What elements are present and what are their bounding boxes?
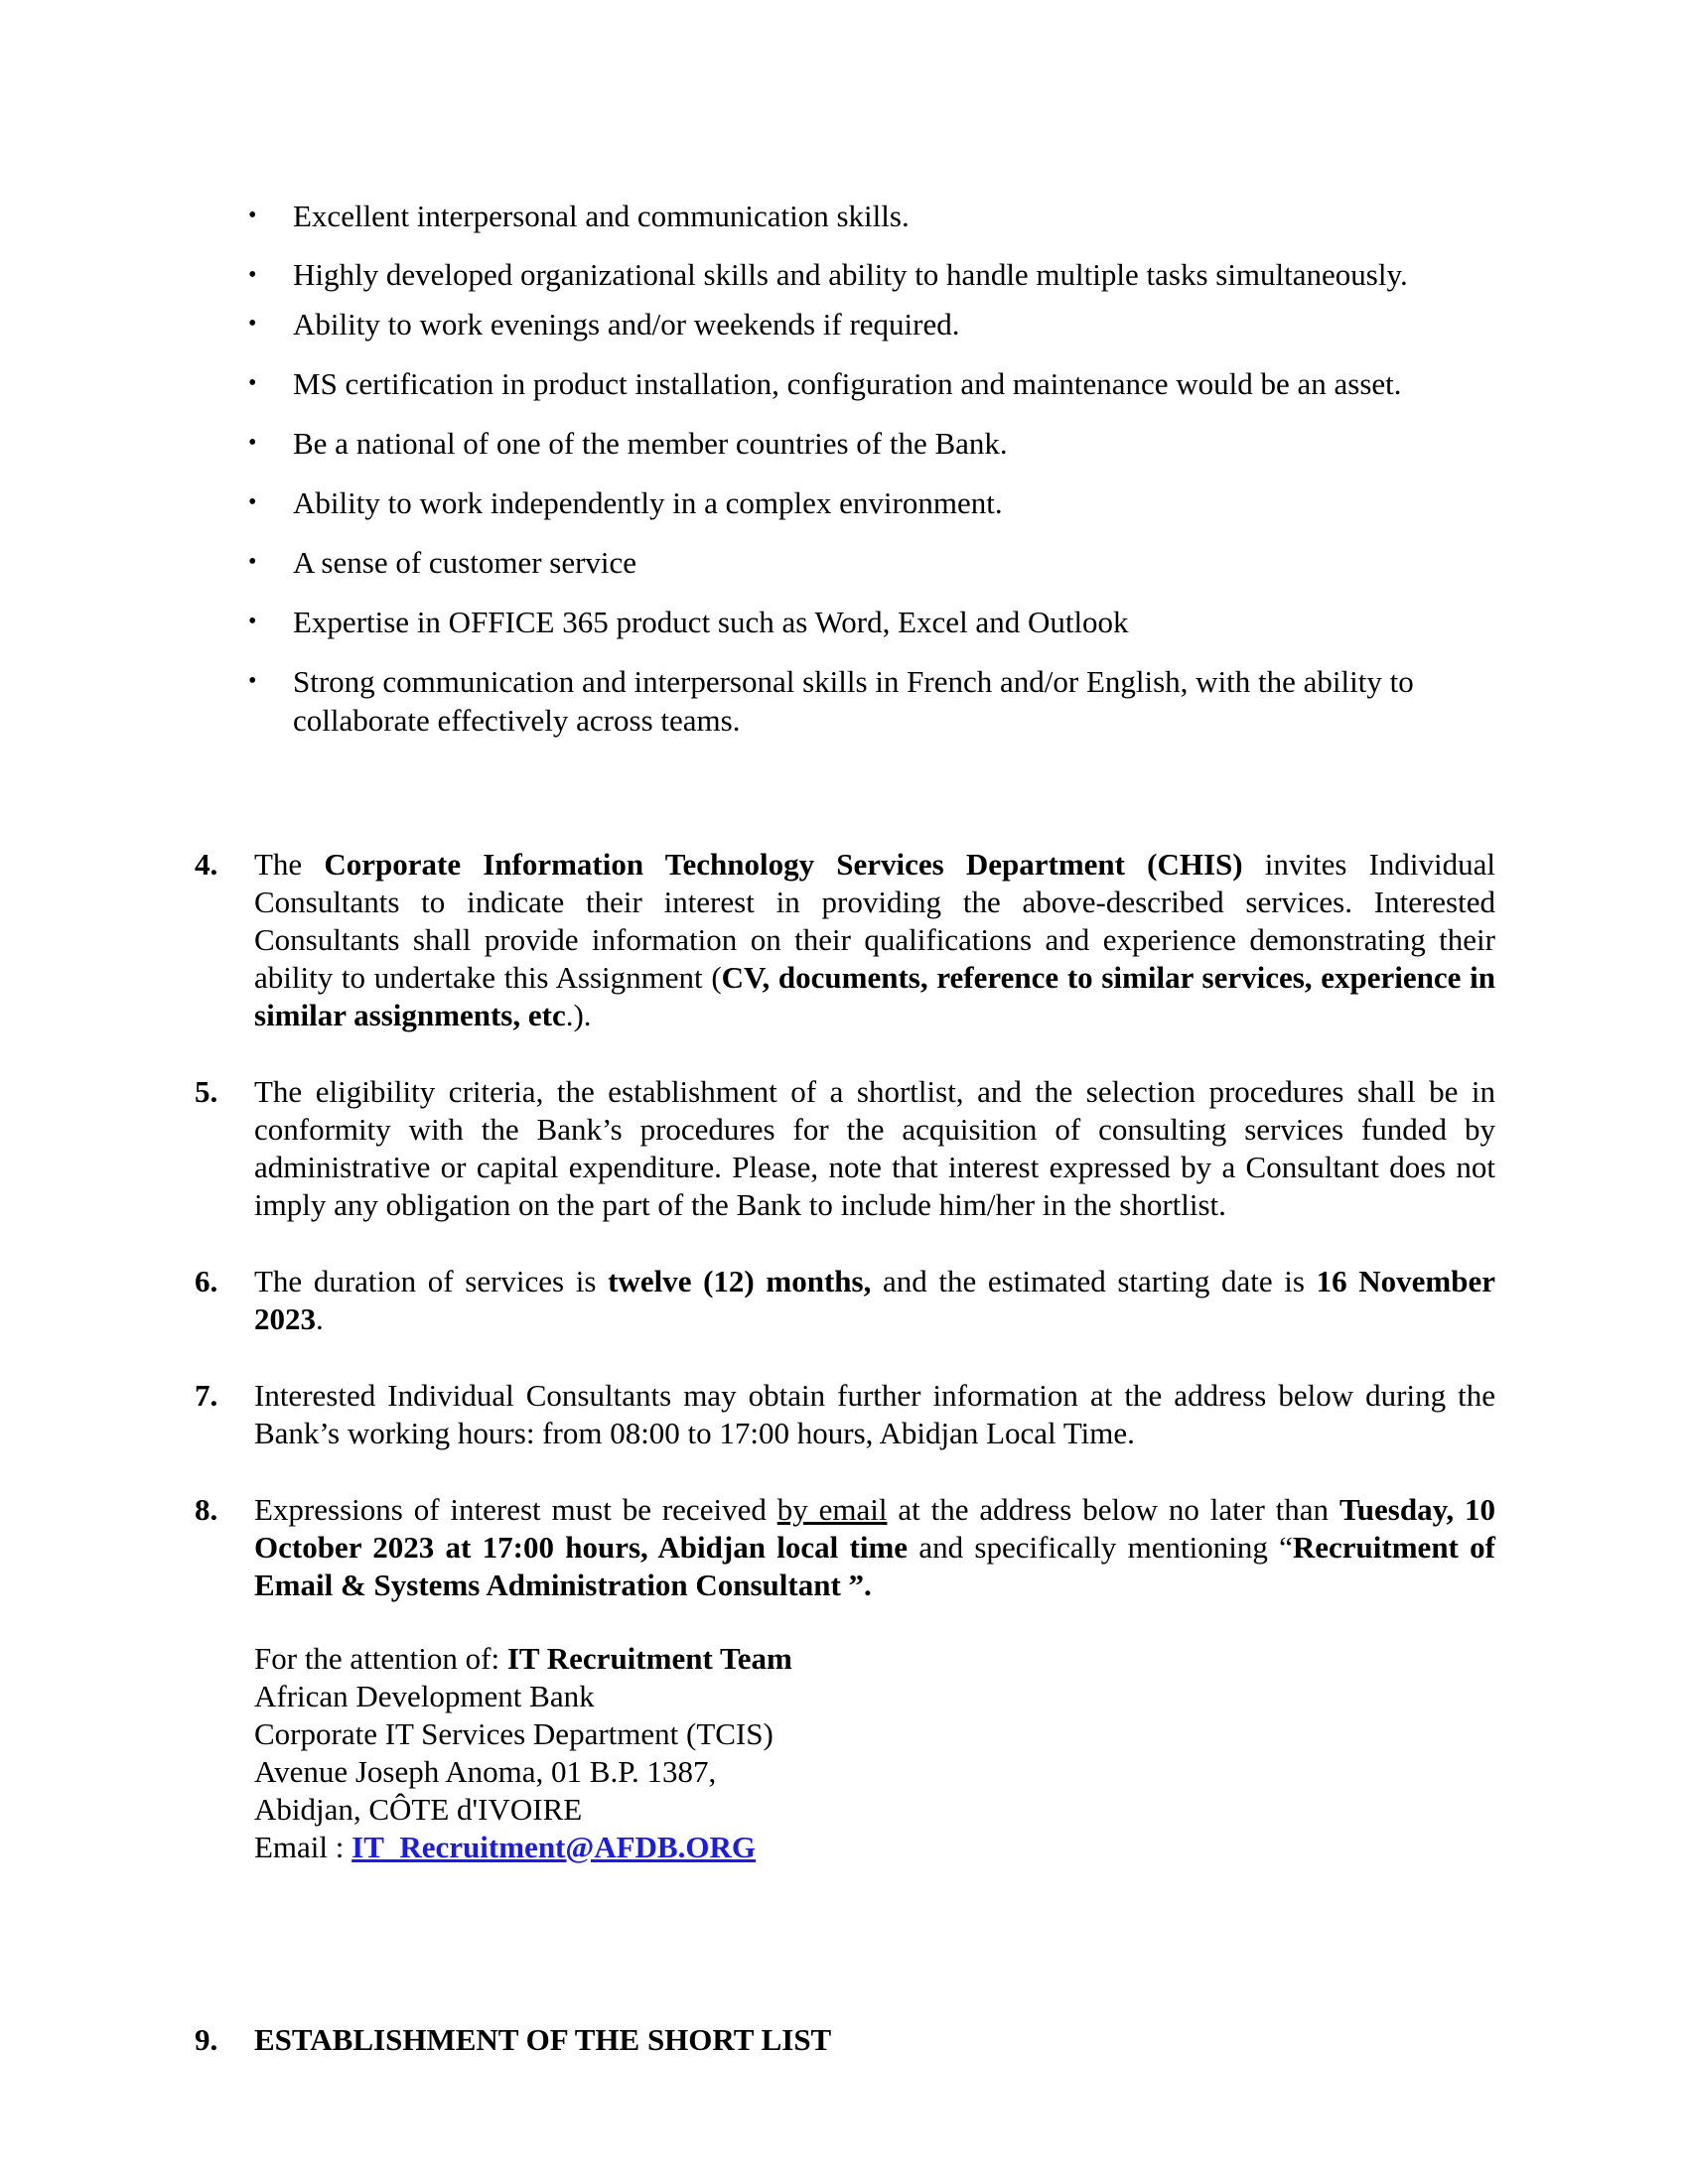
bullet-icon: •	[248, 549, 257, 575]
bullet-icon: •	[248, 311, 257, 337]
section-number: 9.	[195, 2022, 218, 2057]
paragraph-number: 6.	[195, 1264, 218, 1298]
list-item: • Highly developed organizational skills and ability to handle multiple tasks simultaneously.	[238, 247, 1494, 303]
paragraph-number: 8.	[195, 1492, 218, 1527]
list-item: • Excellent interpersonal and communication skills.	[248, 199, 910, 233]
address-line: Avenue Joseph Anoma, 01 B.P. 1387,	[254, 1754, 717, 1789]
email-line: Email : IT_Recruitment@AFDB.ORG	[254, 1830, 756, 1864]
list-item: • A sense of customer service	[248, 545, 637, 580]
bullet-icon: •	[248, 668, 257, 694]
requirements-list	[238, 197, 1494, 760]
list-item: • Ability to work independently in a complex environment.	[248, 485, 1003, 520]
address-line: Corporate IT Services Department (TCIS)	[254, 1716, 774, 1751]
bullet-icon: •	[248, 370, 257, 396]
address-line: African Development Bank	[254, 1679, 595, 1713]
bullet-icon: •	[248, 609, 257, 634]
paragraph-4: 4. The Corporate Information Technology Services Department (CHIS) invites Individual Consultants to indicate their interest in providing the above-described services. Interested Consultants shall provide information on their qualifications and experience demonstrating their ability to undertake this Assignment (CV, documents, reference to similar services, experience in similar assignments, etc.).	[195, 847, 1495, 1032]
attention-line: For the attention of: IT Recruitment Team	[254, 1641, 792, 1676]
list-item: • Be a national of one of the member countries of the Bank.	[248, 426, 1008, 461]
section-title: ESTABLISHMENT OF THE SHORT LIST	[254, 2022, 832, 2057]
paragraph-7: 7. Interested Individual Consultants may obtain further information at the address below during the Bank’s working hours: from 08:00 to 17:00 hours, Abidjan Local Time.	[195, 1378, 1495, 1450]
bullet-icon: •	[248, 262, 257, 288]
list-item: • MS certification in product installation, configuration and maintenance would be an asset.	[248, 366, 1402, 401]
paragraph-number: 5.	[195, 1074, 218, 1109]
list-item: • Ability to work evenings and/or weekends if required.	[248, 307, 960, 341]
bullet-icon: •	[248, 203, 257, 228]
bullet-icon: •	[248, 489, 257, 515]
paragraph-6: 6. The duration of services is twelve (12) months, and the estimated starting date is 16 November 2023.	[195, 1264, 1496, 1336]
paragraph-number: 4.	[195, 847, 218, 882]
paragraph-number: 7.	[195, 1378, 218, 1413]
list-item: • Expertise in OFFICE 365 product such as Word, Excel and Outlook	[248, 605, 1129, 639]
contact-address	[254, 1640, 792, 1866]
paragraph-5: 5. The eligibility criteria, the establishment of a shortlist, and the selection procedures shall be in conformity with the Bank’s procedures for the acquisition of consulting services funded by administrative or capital expenditure. Please, note that interest expressed by a Consultant does not imply any obligation on the part of the Bank to include him/her in the shortlist.	[195, 1074, 1495, 1222]
bullet-icon: •	[248, 430, 257, 456]
section-heading	[195, 2021, 832, 2059]
numbered-paragraphs	[195, 846, 1495, 1643]
address-line: Abidjan, CÔTE d'IVOIRE	[254, 1792, 583, 1827]
email-link[interactable]: IT_Recruitment@AFDB.ORG	[352, 1830, 756, 1864]
list-item: • Strong communication and interpersonal skills in French and/or English, with the ability to collaborate effectively across teams.	[248, 664, 1414, 738]
paragraph-8: 8. Expressions of interest must be received by email at the address below no later than Tuesday, 10 October 2023 at 17:00 hours, Abidjan local time and specifically mentioning “Recruitment of Email & Systems Administration Consultant ”.	[195, 1492, 1496, 1602]
